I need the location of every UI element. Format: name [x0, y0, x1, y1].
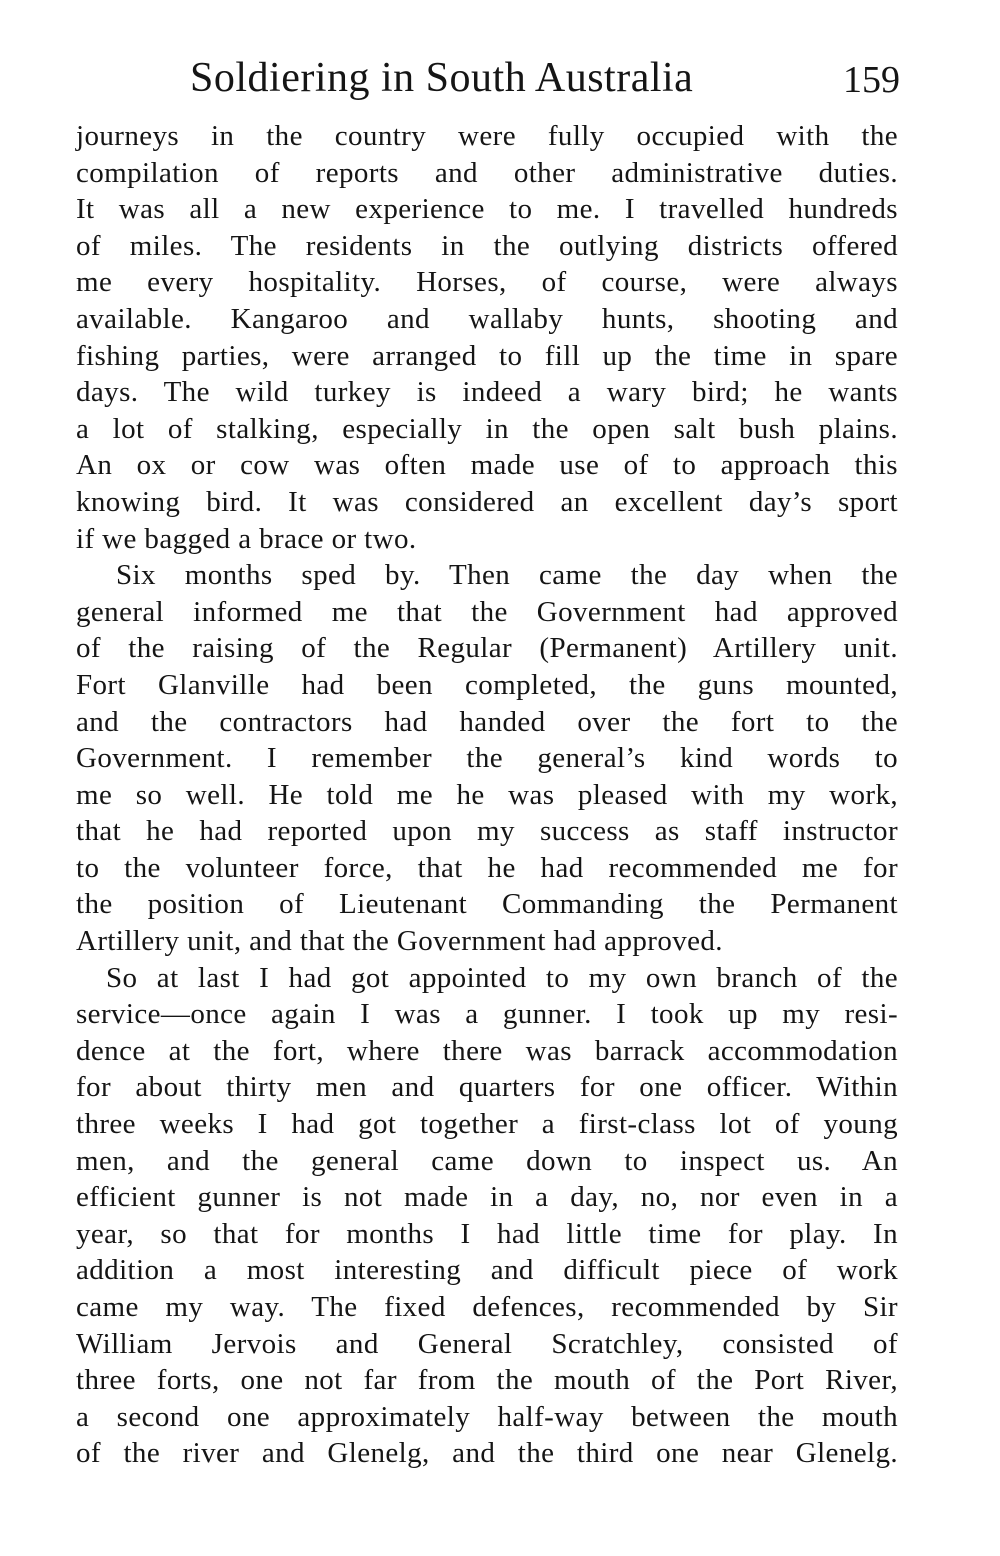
text-line: fishing parties, were arranged to fill up the time in spare — [76, 339, 898, 372]
text-line: An ox or cow was often made use of to approach this — [76, 449, 898, 482]
text-line: if we bagged a brace or two. — [76, 522, 417, 555]
text-line: compilation of reports and other administrative duties. — [76, 156, 898, 189]
text-line: Six months sped by. Then came the day when the — [116, 559, 898, 592]
text-line: available. Kangaroo and wallaby hunts, shooting and — [76, 302, 898, 335]
text-line: me every hospitality. Horses, of course, were always — [76, 266, 898, 299]
text-line: to the volunteer force, that he had recommended me for — [76, 851, 898, 884]
text-line: men, and the general came down to inspect us. An — [76, 1144, 898, 1177]
text-line: of the raising of the Regular (Permanent) Artillery unit. — [76, 632, 898, 665]
text-line: a lot of stalking, especially in the open salt bush plains. — [76, 412, 898, 445]
text-line: service—once again I was a gunner. I took up my resi- — [76, 998, 898, 1031]
running-title: Soldiering in South Australia — [190, 55, 694, 101]
text-line: efficient gunner is not made in a day, no, nor even in a — [76, 1181, 898, 1214]
text-line: of the river and Glenelg, and the third one near Glenelg. — [76, 1437, 898, 1470]
text-line: addition a most interesting and difficult piece of work — [76, 1254, 898, 1287]
text-line: It was all a new experience to me. I travelled hundreds — [76, 193, 898, 226]
text-line: came my way. The fixed defences, recommended by Sir — [76, 1291, 898, 1323]
text-line: of miles. The residents in the outlying districts offered — [76, 229, 898, 262]
running-head — [190, 50, 900, 110]
text-line: So at last I had got appointed to my own branch of the — [106, 961, 898, 994]
text-line: Artillery unit, and that the Government had approved. — [76, 925, 723, 958]
text-line: Government. I remember the general’s kind words to — [76, 742, 898, 775]
text-line: for about thirty men and quarters for one officer. Within — [76, 1071, 898, 1104]
text-line: general informed me that the Government had approved — [76, 595, 898, 628]
body-text — [76, 118, 898, 1472]
text-line: journeys in the country were fully occupied with the — [76, 120, 898, 152]
text-line: William Jervois and General Scratchley, consisted of — [76, 1327, 898, 1360]
text-line: me so well. He told me he was pleased with my work, — [76, 778, 898, 811]
page-number: 159 — [843, 59, 900, 101]
text-line: that he had reported upon my success as staff instructor — [76, 815, 898, 848]
text-line: three forts, one not far from the mouth of the Port River, — [76, 1364, 898, 1397]
text-line: three weeks I had got together a first-class lot of young — [76, 1108, 898, 1141]
text-line: knowing bird. It was considered an excellent day’s sport — [76, 485, 898, 518]
text-line: and the contractors had handed over the fort to the — [76, 705, 898, 738]
text-line: Fort Glanville had been completed, the guns mounted, — [76, 668, 898, 701]
text-line: days. The wild turkey is indeed a wary bird; he wants — [76, 376, 898, 409]
text-line: year, so that for months I had little time for play. In — [76, 1217, 898, 1250]
text-line: the position of Lieutenant Commanding the Permanent — [76, 888, 898, 921]
text-line: a second one approximately half-way between the mouth — [76, 1400, 898, 1433]
text-line: dence at the fort, where there was barrack accommodation — [76, 1034, 898, 1067]
